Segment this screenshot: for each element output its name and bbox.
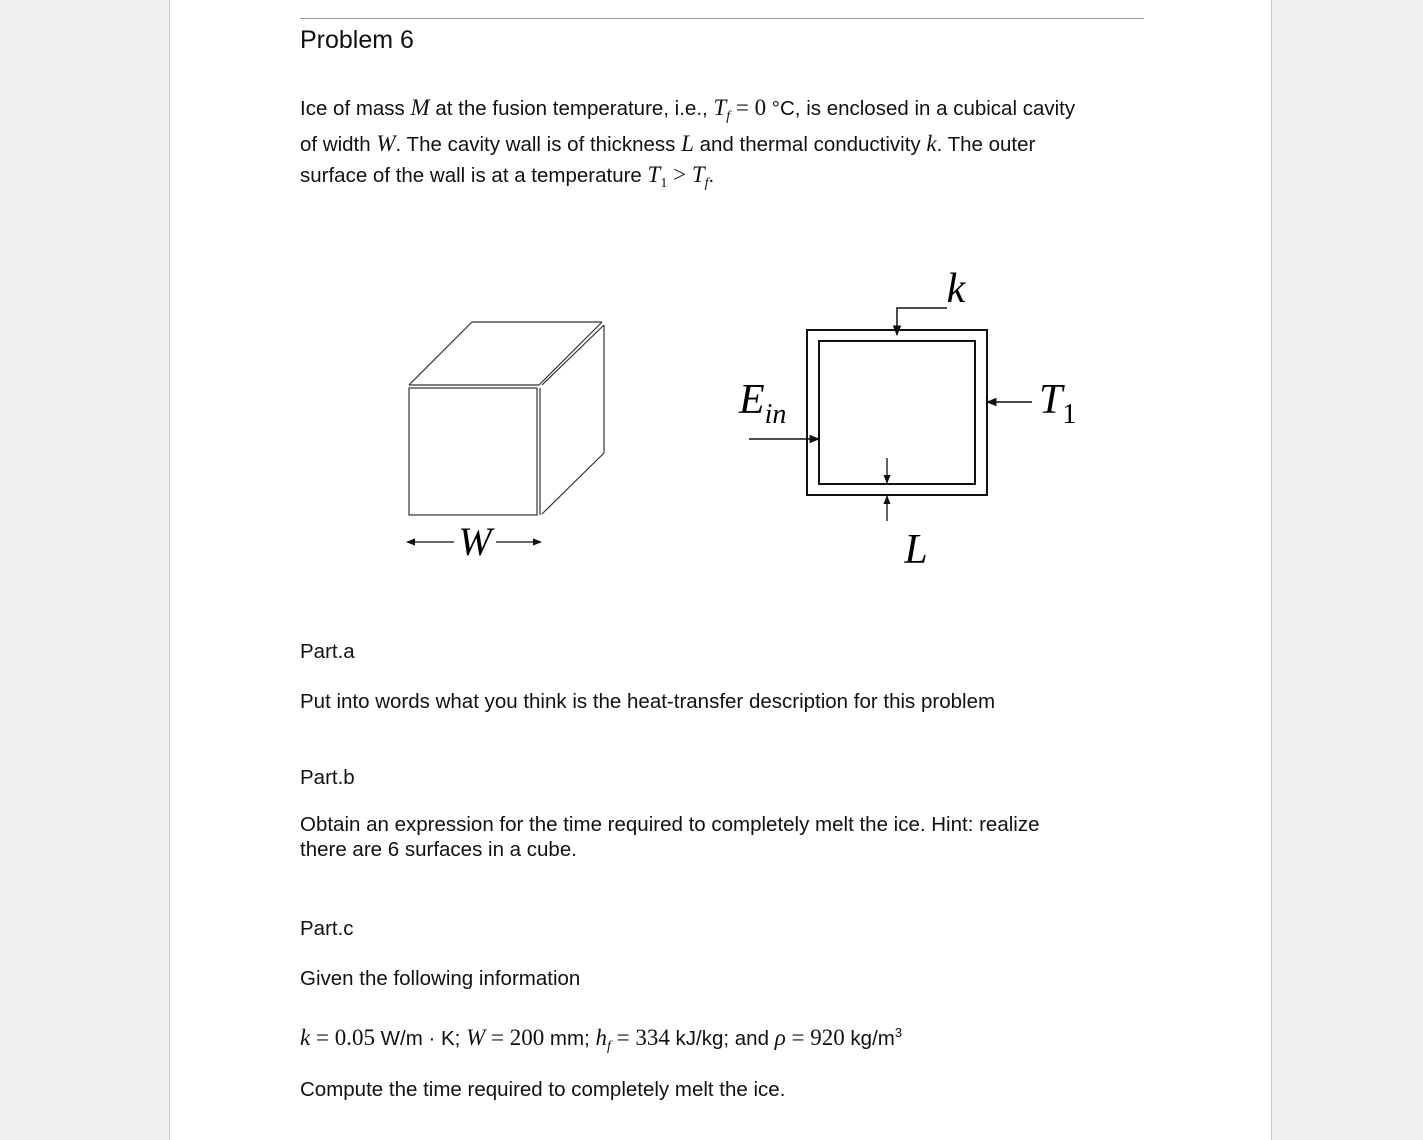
cube-width-label: W: [458, 519, 492, 564]
cavity-figure: [170, 0, 1273, 600]
part-a-text: Put into words what you think is the heat-transfer description for this problem: [300, 690, 996, 713]
cavity-wall-drawing: [807, 330, 987, 495]
thickness-label: L: [904, 527, 928, 573]
part-c-compute: Compute the time required to completely melt the ice.: [300, 1078, 786, 1101]
problem-title: Problem 6: [300, 26, 414, 54]
conductivity-label: k: [946, 266, 966, 312]
document-page: [169, 0, 1272, 1140]
cube-drawing: [409, 322, 604, 515]
intro-line-2: of width W. The cavity wall is of thickness L and thermal conductivity k. The outer: [300, 131, 1036, 156]
given-values: k = 0.05 W/m · K; W = 200 mm; $h_f = 334$ kJ/kg; and ρ = 920 $kg/m^3$: [300, 1025, 903, 1054]
part-c-label: Part.c: [300, 917, 354, 940]
part-a-label: Part.a: [300, 640, 355, 663]
outer-temp-label: $T_1$: [1039, 377, 1077, 430]
energy-in-label: $E_{in}$: [739, 377, 787, 430]
part-c-given: Given the following information: [300, 967, 581, 990]
part-b-label: Part.b: [300, 766, 355, 789]
intro-line-3: surface of the wall is at a temperature $T_1 > T_f$.: [300, 162, 715, 191]
intro-line-1: Ice of mass M at the fusion temperature, i.e., $T_f = 0$ °C, is enclosed in a cubical cavity: [300, 95, 1076, 124]
part-b-text: Obtain an expression for the time required to completely melt the ice. Hint: realize there are 6 surfaces in a cube.: [300, 813, 1040, 861]
